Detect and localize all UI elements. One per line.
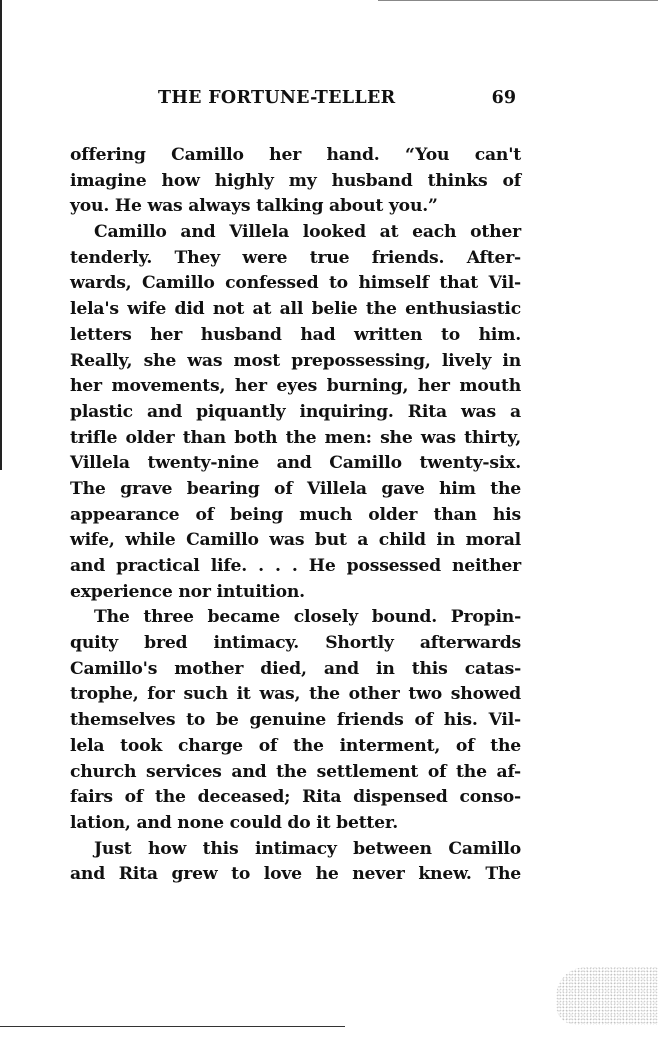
text-line: Really, she was most prepossessing, lively in xyxy=(70,350,521,371)
text-line: Villela twenty-nine and Camillo twenty-six. xyxy=(70,453,521,474)
text-line: lela's wife did not at all belie the enthusiastic xyxy=(70,299,521,320)
text-line: themselves to be genuine friends of his. Vil- xyxy=(70,710,521,731)
text-line: Camillo's mother died, and in this catas- xyxy=(70,658,521,679)
text-line: Camillo and Villela looked at each other xyxy=(94,222,521,243)
running-header xyxy=(70,88,520,112)
text-line: plastic and piquantly inquiring. Rita was a xyxy=(70,401,521,422)
text-line: quity bred intimacy. Shortly afterwards xyxy=(70,633,521,654)
text-line: church services and the settlement of the af- xyxy=(70,761,521,782)
text-line: The three became closely bound. Propin- xyxy=(94,607,521,628)
text-line: experience nor intuition. xyxy=(70,581,305,602)
text-line: fairs of the deceased; Rita dispensed conso- xyxy=(70,787,521,808)
scan-speckle-mark xyxy=(556,967,658,1025)
page-number: 69 xyxy=(491,88,516,108)
page-edge-line xyxy=(0,0,2,470)
top-scan-line xyxy=(378,0,658,1)
text-line: letters her husband had written to him. xyxy=(70,324,521,345)
running-header-title: THE FORTUNE-TELLER xyxy=(158,88,396,108)
text-line: you. He was always talking about you.” xyxy=(70,196,438,217)
body-text xyxy=(70,143,521,888)
text-line: The grave bearing of Villela gave him the xyxy=(70,478,521,499)
text-line: tenderly. They were true friends. After- xyxy=(70,247,521,268)
text-line: wards, Camillo confessed to himself that Vil- xyxy=(70,273,521,294)
text-line: lela took charge of the interment, of the xyxy=(70,735,521,756)
text-line: and Rita grew to love he never knew. The xyxy=(70,864,521,885)
text-line: and practical life. . . . He possessed neither xyxy=(70,556,521,576)
text-line: trifle older than both the men: she was thirty, xyxy=(70,427,521,448)
text-line: offering Camillo her hand. “You can't xyxy=(70,145,521,165)
text-line: imagine how highly my husband thinks of xyxy=(70,170,521,191)
text-line: her movements, her eyes burning, her mouth xyxy=(70,376,521,397)
text-line: lation, and none could do it better. xyxy=(70,812,398,833)
text-line: wife, while Camillo was but a child in moral xyxy=(70,530,521,551)
text-line: trophe, for such it was, the other two showed xyxy=(70,684,521,705)
text-line: Just how this intimacy between Camillo xyxy=(94,838,521,859)
text-line: appearance of being much older than his xyxy=(70,504,521,525)
bottom-scan-line xyxy=(0,1026,345,1027)
